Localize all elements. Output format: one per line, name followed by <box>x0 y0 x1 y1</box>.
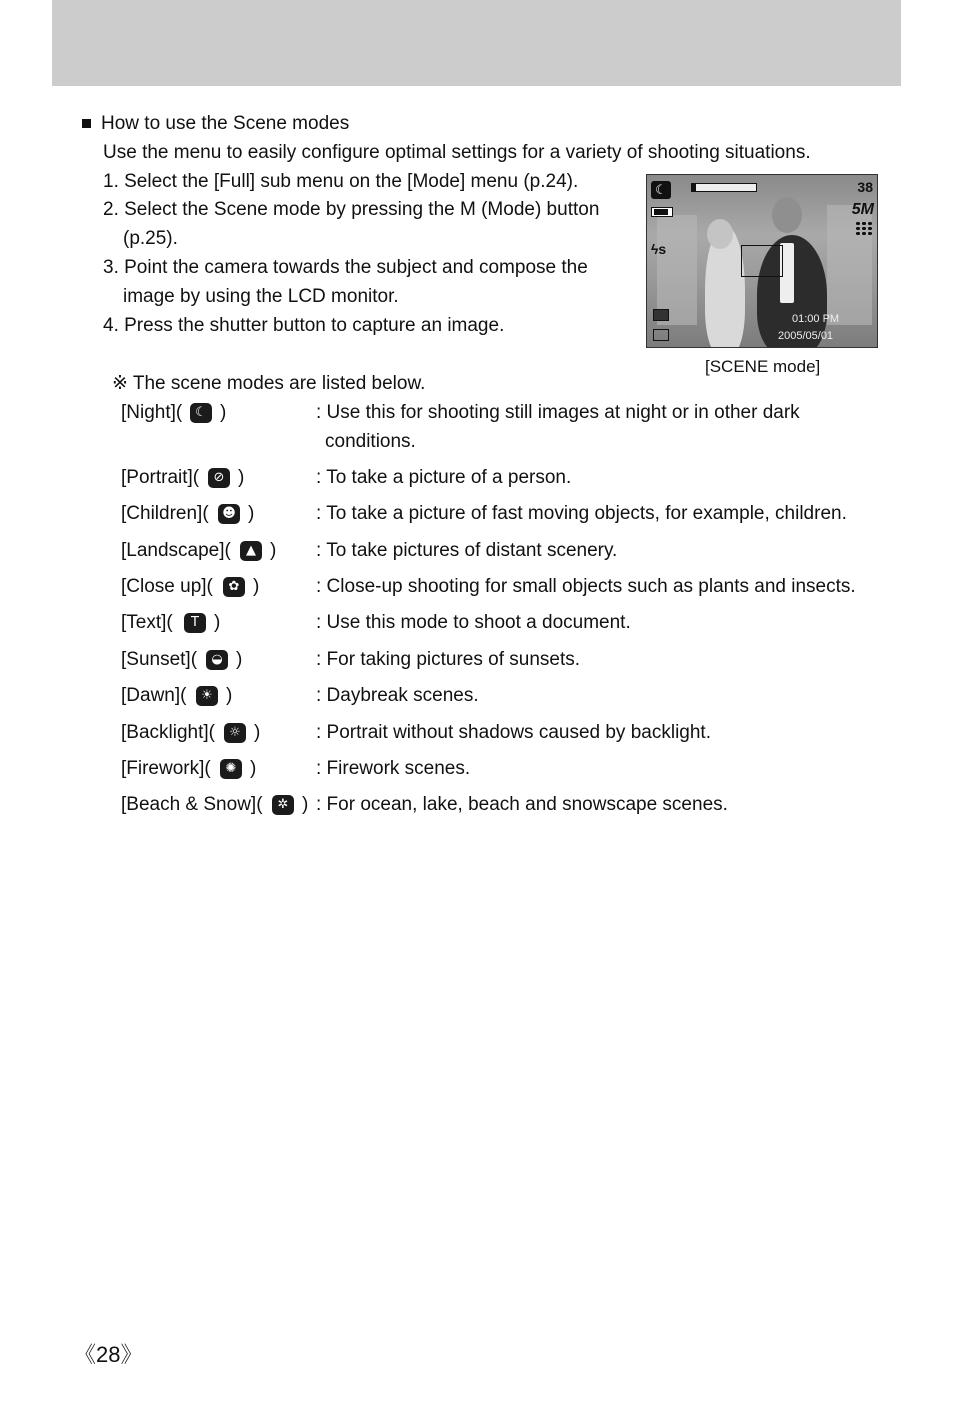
step-1: 1. Select the [Full] sub menu on the [Mode] menu (p.24). <box>103 171 579 192</box>
close-paren: ) <box>226 685 233 706</box>
scene-modes-note: ※ The scene modes are listed below. <box>112 373 426 394</box>
sunset-icon: ◒ <box>206 650 228 670</box>
scene-mode-name: [Landscape]( <box>121 540 231 561</box>
scene-mode-name: [Close up]( <box>121 576 213 597</box>
scene-mode-description: : To take pictures of distant scenery. <box>316 540 618 561</box>
scene-mode-name: [Portrait]( <box>121 467 200 488</box>
drive-mode-icon <box>653 329 669 341</box>
shots-remaining: 38 <box>857 179 873 195</box>
battery-icon <box>651 207 673 217</box>
scene-mode-name: [Firework]( <box>121 758 211 779</box>
quality-icon <box>855 221 873 235</box>
scene-mode-description: : For taking pictures of sunsets. <box>316 649 581 670</box>
landscape-icon: ▲ <box>240 541 262 561</box>
bride-head <box>707 219 733 249</box>
zoom-bar <box>691 183 757 192</box>
header-band <box>52 0 901 86</box>
flash-slow-sync-icon: ϟs <box>651 241 667 257</box>
portrait-icon: ⊘ <box>208 468 230 488</box>
lcd-preview-image <box>646 174 878 348</box>
scene-mode-description: : For ocean, lake, beach and snowscape scenes. <box>316 794 728 815</box>
close-up-icon: ✿ <box>223 577 245 597</box>
close-paren: ) <box>214 612 221 633</box>
scene-mode-description: : To take a picture of a person. <box>316 467 572 488</box>
close-paren: ) <box>238 467 245 488</box>
backlight-icon: ☼ <box>224 723 246 743</box>
step-3-cont: image by using the LCD monitor. <box>123 286 399 307</box>
step-4: 4. Press the shutter button to capture an image. <box>103 315 505 336</box>
scene-mode-description: : To take a picture of fast moving objects, for example, children. <box>316 503 847 524</box>
scene-mode-name: [Dawn]( <box>121 685 187 706</box>
scene-mode-description: : Portrait without shadows caused by backlight. <box>316 722 711 743</box>
close-paren: ) <box>302 794 309 815</box>
night-mode-icon: ☾ <box>651 181 671 199</box>
scene-mode-description: : Close-up shooting for small objects such as plants and insects. <box>316 576 856 597</box>
bullet-square-icon <box>82 119 91 128</box>
close-paren: ) <box>236 649 243 670</box>
close-paren: ) <box>254 722 261 743</box>
scene-mode-name: [Children]( <box>121 503 209 524</box>
scene-mode-name: [Text]( <box>121 612 173 633</box>
preview-caption: [SCENE mode] <box>705 357 821 376</box>
preview-time: 01:00 PM <box>792 313 840 325</box>
focus-frame <box>741 245 783 277</box>
scene-mode-name: [Beach & Snow]( <box>121 794 263 815</box>
close-paren: ) <box>248 503 255 524</box>
close-paren: ) <box>220 402 227 423</box>
close-paren: ) <box>250 758 257 779</box>
scene-mode-description-cont: conditions. <box>325 431 416 452</box>
step-3: 3. Point the camera towards the subject and compose the <box>103 257 588 278</box>
scene-mode-description: : Use this for shooting still images at night or in other dark <box>316 402 800 423</box>
text-icon: T <box>184 613 206 633</box>
night-icon: ☾ <box>190 403 212 423</box>
metering-icon <box>653 309 669 321</box>
step-2-cont: (p.25). <box>123 228 178 249</box>
step-2: 2. Select the Scene mode by pressing the M (Mode) button <box>103 199 600 220</box>
close-paren: ) <box>253 576 260 597</box>
scene-mode-name: [Sunset]( <box>121 649 198 670</box>
scene-mode-description: : Use this mode to shoot a document. <box>316 612 631 633</box>
scene-mode-description: : Daybreak scenes. <box>316 685 479 706</box>
close-paren: ) <box>270 540 277 561</box>
scene-mode-description: : Firework scenes. <box>316 758 471 779</box>
firework-icon: ✺ <box>220 759 242 779</box>
scene-mode-name: [Backlight]( <box>121 722 215 743</box>
preview-date: 2005/05/01 <box>778 330 834 342</box>
section-heading: How to use the Scene modes <box>101 113 350 134</box>
groom-head <box>772 197 802 233</box>
section-intro: Use the menu to easily configure optimal settings for a variety of shooting situations. <box>103 142 811 163</box>
page-number: 《28》 <box>74 1342 143 1367</box>
children-icon: ☻ <box>218 504 240 524</box>
dawn-icon: ☀ <box>196 686 218 706</box>
scene-mode-name: [Night]( <box>121 402 183 423</box>
resolution-indicator: 5M <box>851 201 874 218</box>
beach-snow-icon: ✲ <box>272 795 294 815</box>
